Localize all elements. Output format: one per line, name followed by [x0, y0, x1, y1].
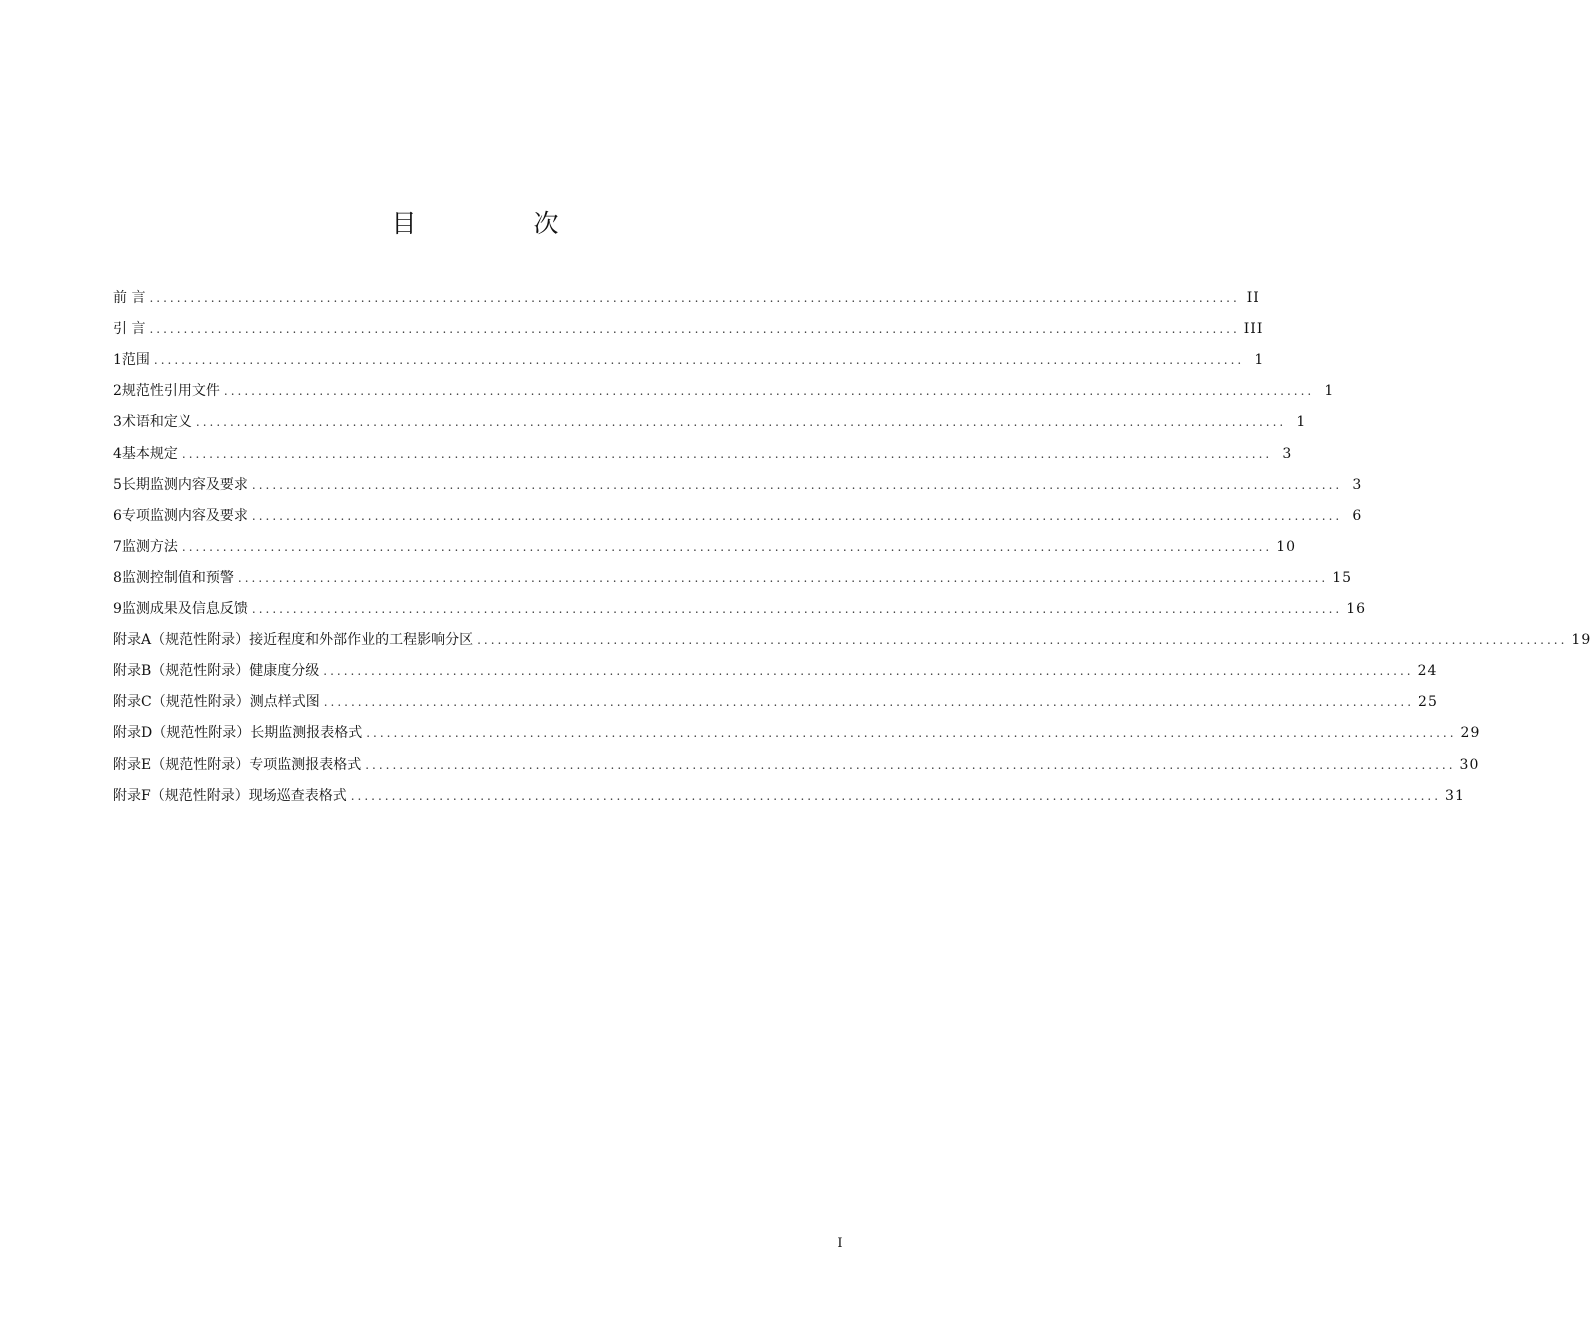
toc-leader-dots: ................................................................................................................................................................	[251, 602, 1343, 617]
toc-entry-number: 9	[113, 601, 122, 618]
toc-entry[interactable]	[113, 656, 1438, 687]
toc-entry-label: 附录F（规范性附录）现场巡查表格式	[113, 787, 347, 804]
toc-entry[interactable]	[113, 781, 1465, 812]
toc-entry-page: 15	[1332, 569, 1353, 586]
toc-entry-number: 4	[113, 445, 122, 462]
toc-entry[interactable]	[113, 283, 1260, 314]
toc-leader-dots: ................................................................................................................................................................	[350, 788, 1442, 803]
toc-entry-number: 7	[113, 538, 122, 555]
toc-entry-number: 1	[113, 352, 122, 369]
toc-entry-page: 1	[1254, 352, 1265, 369]
toc-entry-label: 范围	[121, 352, 150, 369]
toc-entry-label: 附录B（规范性附录）健康度分级	[113, 663, 320, 680]
toc-entry-page: 19	[1571, 632, 1591, 649]
toc-entry-page: 6	[1352, 507, 1363, 524]
toc-entry-label: 长期监测内容及要求	[121, 476, 248, 493]
toc-leader-dots: ................................................................................................................................................................	[195, 415, 1287, 430]
toc-entry-page: 25	[1418, 694, 1438, 711]
toc-entry-page: 3	[1352, 476, 1363, 493]
toc-entry[interactable]	[113, 376, 1335, 407]
toc-leader-dots: ................................................................................................................................................................	[365, 757, 1456, 772]
toc-entry-number: 8	[113, 569, 122, 586]
toc-entry-label: 专项监测内容及要求	[121, 507, 248, 524]
toc-leader-dots: ................................................................................................................................................................	[323, 695, 1415, 710]
toc-entry[interactable]	[113, 532, 1297, 563]
toc-entry-number: 6	[113, 507, 122, 524]
toc-leader-dots: ................................................................................................................................................................	[149, 291, 1240, 306]
toc-leader-dots: ................................................................................................................................................................	[323, 664, 1414, 679]
toc-entry-page: III	[1243, 321, 1264, 338]
toc-entry-page: 30	[1459, 756, 1480, 773]
toc-entry[interactable]	[113, 749, 1480, 780]
toc-entry-page: 1	[1324, 383, 1335, 400]
toc-leader-dots: ................................................................................................................................................................	[153, 353, 1245, 368]
toc-leader-dots: ................................................................................................................................................................	[477, 633, 1568, 648]
toc-entry[interactable]	[113, 563, 1353, 594]
toc-entry[interactable]	[113, 345, 1265, 376]
toc-entry-page: II	[1246, 290, 1260, 307]
toc-entry-page: 24	[1417, 663, 1438, 680]
toc-entry-label: 监测成果及信息反馈	[121, 601, 248, 618]
toc-entry-page: 3	[1282, 445, 1293, 462]
toc-entry-label: 监测控制值和预警	[121, 569, 234, 586]
toc-entry-label: 引 言	[113, 321, 146, 338]
toc-entry-label: 附录D（规范性附录）长期监测报表格式	[113, 725, 363, 742]
toc-entry-label: 前 言	[113, 290, 146, 307]
toc-entry[interactable]	[113, 718, 1481, 749]
toc-entry-number: 5	[113, 476, 122, 493]
toc-entry-label: 附录E（规范性附录）专项监测报表格式	[113, 756, 362, 773]
toc-entry[interactable]	[113, 625, 1591, 656]
toc-entry-label: 规范性引用文件	[121, 383, 220, 400]
toc-entry[interactable]	[113, 470, 1363, 501]
toc-entry-label: 附录C（规范性附录）测点样式图	[113, 694, 320, 711]
toc-leader-dots: ................................................................................................................................................................	[149, 322, 1240, 337]
toc-entry[interactable]	[113, 314, 1264, 345]
toc-entry[interactable]	[113, 501, 1363, 532]
toc-leader-dots: ................................................................................................................................................................	[366, 726, 1457, 741]
toc-leader-dots: ................................................................................................................................................................	[251, 477, 1343, 492]
toc-entry[interactable]	[113, 594, 1367, 625]
toc-leader-dots: ................................................................................................................................................................	[181, 539, 1273, 554]
toc-entry[interactable]	[113, 438, 1293, 469]
toc-entry[interactable]	[113, 687, 1438, 718]
toc-entry-label: 附录A（规范性附录）接近程度和外部作业的工程影响分区	[113, 632, 474, 649]
toc-leader-dots: ................................................................................................................................................................	[237, 570, 1329, 585]
toc-entry-page: 16	[1346, 601, 1367, 618]
page-number: I	[837, 1236, 843, 1251]
toc-entry-label: 基本规定	[121, 445, 178, 462]
toc-entry-page: 1	[1296, 414, 1307, 431]
toc-entry-label: 术语和定义	[121, 414, 192, 431]
toc-entry-page: 29	[1460, 725, 1481, 742]
page-title: 目 次	[391, 209, 605, 238]
toc-entry-number: 3	[113, 414, 122, 431]
toc-entry-number: 2	[113, 383, 122, 400]
toc-entry-page: 10	[1276, 538, 1297, 555]
toc-leader-dots: ................................................................................................................................................................	[223, 384, 1315, 399]
toc-leader-dots: ................................................................................................................................................................	[251, 508, 1343, 523]
toc-entry-page: 31	[1445, 787, 1465, 804]
table-of-contents	[113, 283, 1591, 812]
toc-entry-label: 监测方法	[121, 538, 178, 555]
toc-leader-dots: ................................................................................................................................................................	[181, 446, 1273, 461]
toc-entry[interactable]	[113, 407, 1307, 438]
